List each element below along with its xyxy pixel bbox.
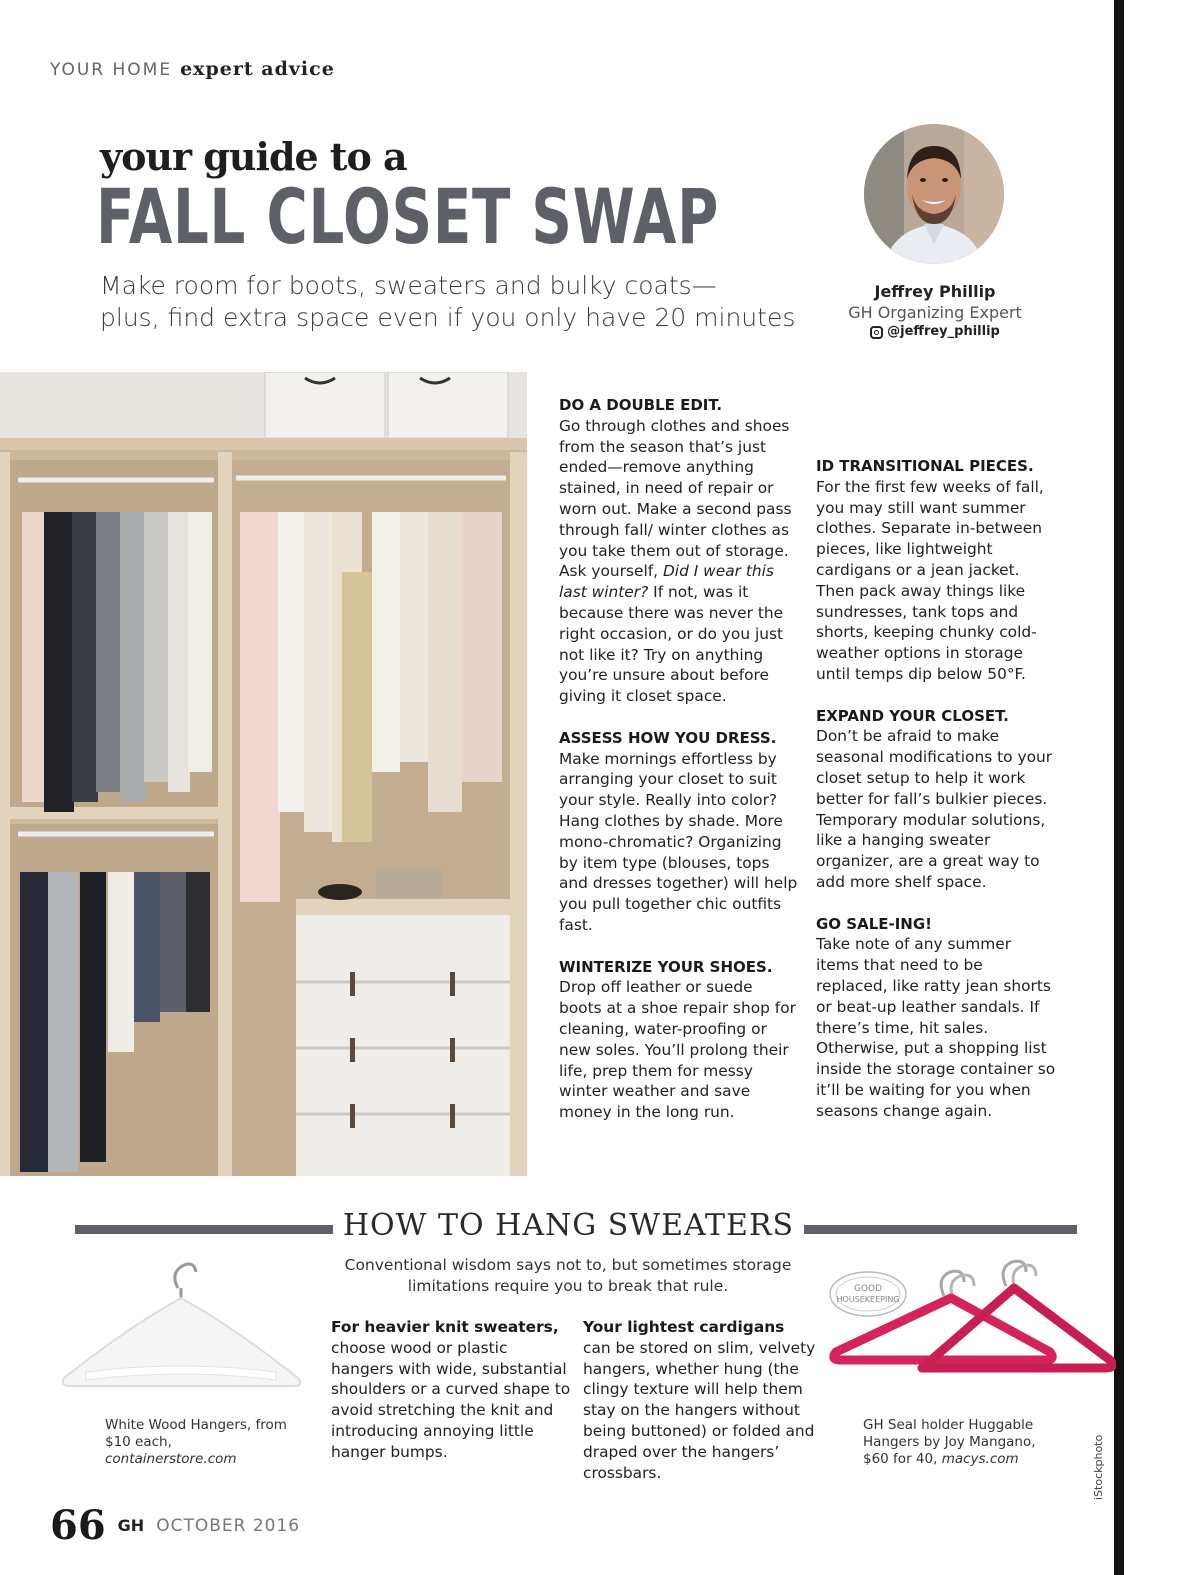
article-dek [100,270,830,334]
expert-handle-text: @jeffrey_phillip [887,324,1000,339]
tip-heading: WINTERIZE YOUR SHOES. [559,957,773,976]
expert-handle[interactable] [830,324,1040,339]
expert-avatar [864,124,1004,264]
photo-credit: iStockphoto [1092,1434,1105,1500]
tip-body: For the first few weeks of fall, you may still want summer clothes. Separate in-between pieces, like lightweight cardigans or a jean jacket. Then pack away things like sundresses, tank tops and shorts, keeping chunky cold-weather options in storage until temps dip below 50°F. [816,477,1044,683]
page-number: 66 [50,1502,106,1549]
sidebar-dek: Conventional wisdom says not to, but sometimes storage limitations require you to break that rule. [344,1256,792,1295]
title-kicker: your guide to a [100,134,407,179]
sweater-tip-light [583,1317,823,1483]
subsection-name: expert advice [180,58,335,80]
seal-text-2: HOUSEKEEPING [836,1295,900,1304]
section-label [50,58,335,80]
page-footer [50,1502,300,1549]
tip-heading: ID TRANSITIONAL PIECES. [816,457,1034,475]
tip-heading: EXPAND YOUR CLOSET. [816,706,1009,725]
tip-body: Go through clothes and shoes from the season that’s just ended—remove anything stained, in need of repair or worn out. Make a second pass through fall/ winter clothes as you take them out of storage. Ask yourself, Did I wear this last winter? If not, was it because there was never the right occasion, or do you just not like it? Try on anything you’re unsure about before giving it closet space. [559,416,792,706]
sidebar-rule-left [75,1225,333,1234]
sidebar-title: HOW TO HANG SWEATERS [342,1208,795,1243]
caption-source-link[interactable]: containerstore.com [105,1451,237,1467]
tip-body: Take note of any summer items that need to be replaced, like ratty jean shorts or beat-up leather sandals. If there’s time, hit sales. Otherwise, put a shopping list inside the storage container so it’ll be waiting for you when seasons change again. [816,935,1056,1120]
instagram-icon [870,326,883,339]
sweater-tip-heading: For heavier knit sweaters, [331,1318,559,1336]
sweater-tip-body: choose wood or plastic hangers with wide, substantial shoulders or a curved shape to avoid stretching the knit and introducing annoying little hanger bumps. [331,1338,571,1461]
page-title: FALL CLOSET SWAP [96,172,720,261]
section-name: YOUR HOME [50,60,173,80]
sweater-tip-heading: Your lightest cardigans [583,1318,785,1336]
tip-body: Make mornings effortless by arranging your closet to suit your style. Really into color? Hang clothes by shade. More mono-chromatic? Organizing by item type (blouses, tops and dresses together) will help you pull together chic outfits fast. [559,749,798,934]
caption-white-hangers: White Wood Hangers, from $10 each, containerstore.com [105,1417,287,1467]
dek-line-2: plus, find extra space even if you only have 20 minutes [100,303,796,332]
sweater-tip-body: can be stored on slim, velvety hangers, whether hung (the clingy texture will help them stay on the hangers without being buttoned) or folded and draped over the hangers’ crossbars. [583,1338,816,1482]
tips-column-1 [559,395,799,1144]
footer-magazine: GH [117,1516,145,1535]
caption-huggable-hangers: GH Seal holder Huggable Hangers by Joy Mangano, $60 for 40, macys.com [863,1417,1036,1467]
tip-heading: ASSESS HOW YOU DRESS. [559,728,777,747]
sweater-tip-heavy [331,1317,571,1463]
tips-column-2 [816,456,1056,1142]
expert-name: Jeffrey Phillip [874,282,996,301]
tip-heading: GO SALE-ING! [816,914,933,933]
expert-role: GH Organizing Expert [848,303,1022,322]
sidebar-rule-right [804,1225,1077,1234]
footer-date: OCTOBER 2016 [156,1515,301,1536]
expert-byline [830,282,1040,339]
caption-source-link[interactable]: macys.com [941,1451,1019,1467]
tip-heading: DO A DOUBLE EDIT. [559,396,723,414]
dek-line-1: Make room for boots, sweaters and bulky coats— [100,271,717,300]
seal-text-1: GOOD [853,1284,883,1294]
tip-body: Drop off leather or suede boots at a shoe repair shop for cleaning, water-proofing or new soles. You’ll prolong their life, prep them for messy winter weather and save money in the long run. [559,978,796,1122]
tip-body: Don’t be afraid to make seasonal modifications to your closet setup to help it work better for fall’s bulkier pieces. Temporary modular solutions, like a hanging sweater organizer, are a great way to add more shelf space. [816,727,1053,891]
closet-photo [0,372,527,1176]
huggable-hangers-image [826,1256,1116,1406]
white-wood-hanger-image [50,1252,310,1402]
